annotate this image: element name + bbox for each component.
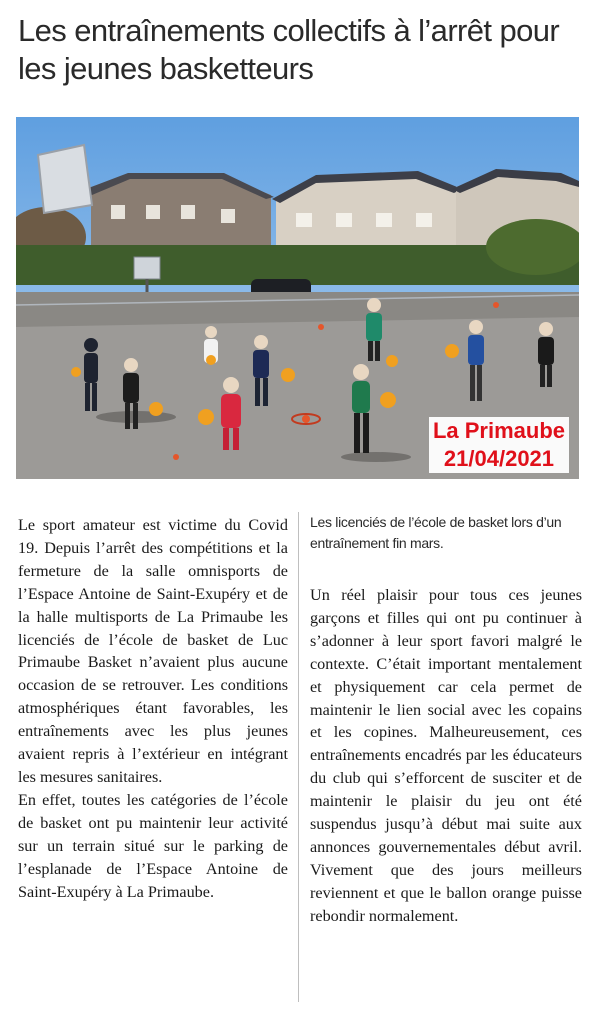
stamp-date: 21/04/2021 [443, 446, 555, 471]
article-photo [16, 117, 579, 479]
photo-caption: Les licenciés de l’école de basket lors d’un entraînement fin mars. [310, 514, 562, 551]
article-headline: Les entraînements collectifs à l’arrêt pour les jeunes basketteurs [18, 13, 560, 86]
column-divider [298, 512, 299, 1002]
stamp-place: La Primaube [432, 418, 565, 443]
body-paragraph: Un réel plaisir pour tous ces jeunes garçons et filles qui ont pu continuer à s’adonner à leur sport favori malgré le contexte. C’était important mentalement et physiquement car cela permet de maintenir le lien social avec les copains et les copines. Malheureusement, ces entraînements encadrés par les éducateurs du club qui s’efforcent de susciter et de maintenir le plaisir du jeu ont été suspendus jusqu’à début mai suite aux annonces gouvernementales début avril. Vivement que des jours meilleurs reviennent et que le ballon orange puisse rebondir normalement. [310, 586, 582, 925]
date-stamp [429, 417, 569, 473]
article-column-right [310, 584, 582, 928]
article-column-left [18, 514, 288, 903]
body-paragraph: En effet, toutes les catégories de l’école de basket ont pu maintenir leur activité sur un terrain situé sur le parking de l’esplanade de l’Espace Antoine de Saint-Exupéry à La Primaube. [18, 790, 288, 901]
body-paragraph: Le sport amateur est victime du Covid 19. Depuis l’arrêt des compétitions et la fermeture de la salle omnisports de l’Espace Antoine de Saint-Exupéry et de la halle multisports de La Primaube les licenciés de l’école de basket de Luc Primaube Basket n’avaient plus aucune occasion de se retrouver. Les conditions atmosphériques étant favorables, les entraînements avec les plus jeunes avaient repris à l’extérieur en intégrant les mesures sanitaires. [18, 516, 288, 786]
